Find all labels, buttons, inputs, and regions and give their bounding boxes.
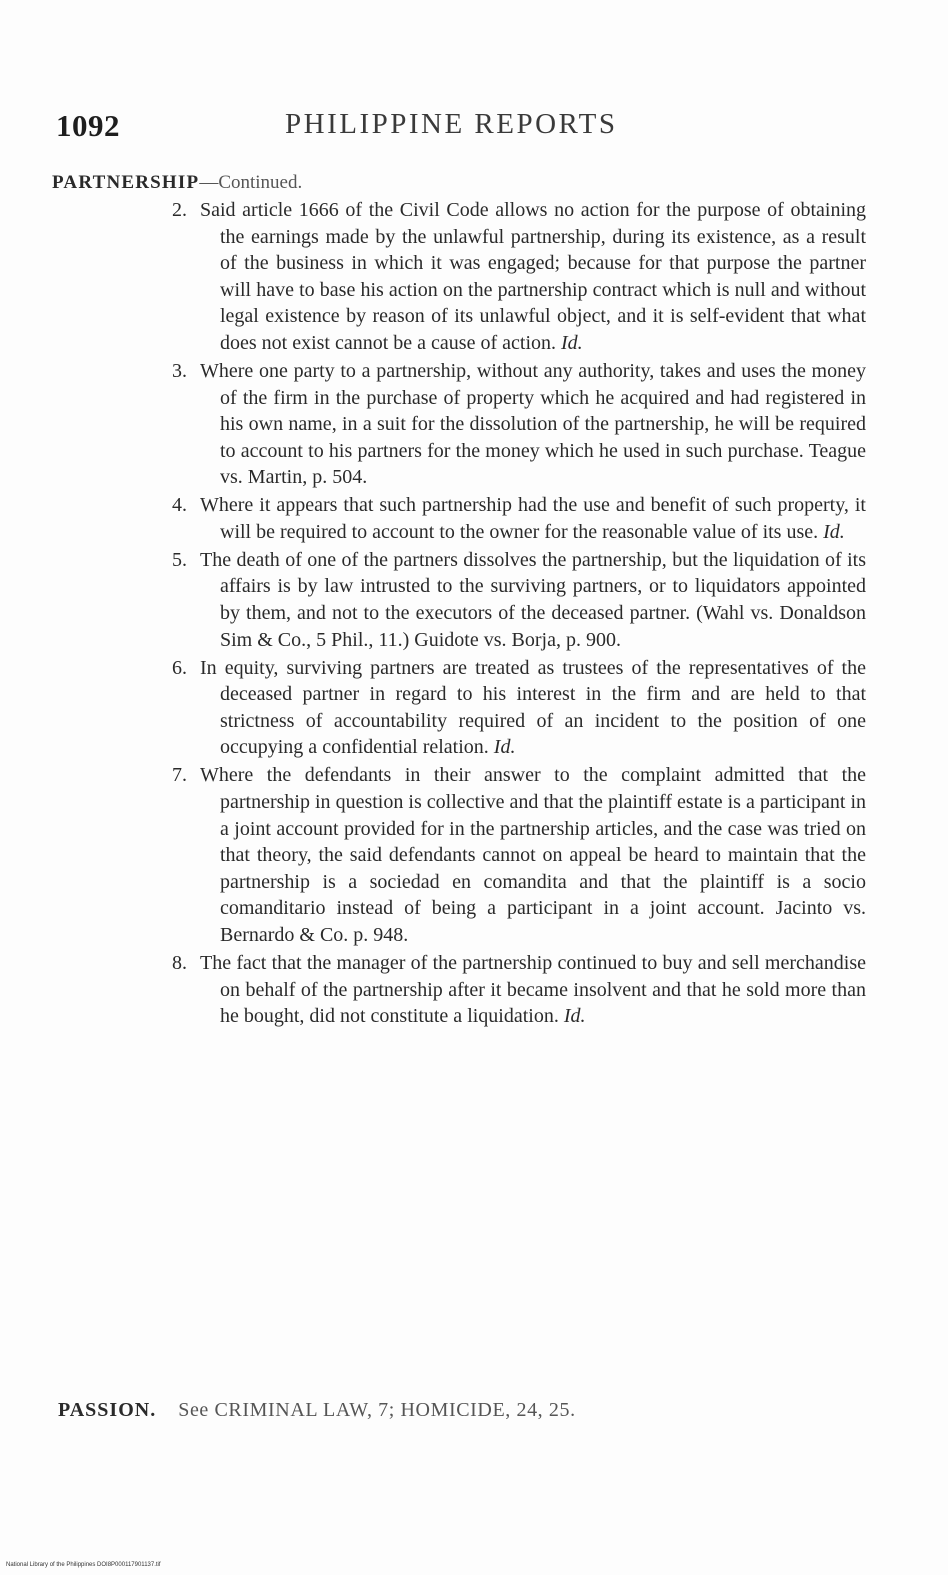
entry-citation: Jacinto vs. Bernardo & Co. p. 948. <box>220 897 867 946</box>
see-also-text: See CRIMINAL LAW, 7; HOMICIDE, 24, 25. <box>178 1399 576 1421</box>
section-heading <box>52 172 302 194</box>
see-also-entry <box>58 1399 576 1422</box>
entry-text: Where one party to a partnership, without any authority, takes and uses the money of the firm in the purchase of property which he acquired and had registered in his own name, in a suit for the dissolution of the partnership, he will be required to account to his partners for the money which he used in such purchase. <box>200 359 866 462</box>
entry-citation: Id. <box>561 331 583 354</box>
entry-number: 6. <box>172 656 187 679</box>
page-number: 1092 <box>56 108 120 143</box>
entry-citation: Teague vs. Martin, p. 504. <box>220 439 867 489</box>
entry-text: Where it appears that such partnership had the use and benefit of such property, it will be required to account to the owner for the reasonable value of its use. <box>200 494 866 543</box>
entry-list <box>172 197 866 1031</box>
entry-number: 2. <box>172 199 187 221</box>
heading-continued: —Continued. <box>199 172 303 193</box>
entry-number: 4. <box>172 494 187 517</box>
scan-footer: National Library of the Philippines DOI8P000117901137.tif <box>6 1562 161 1568</box>
entry-number: 7. <box>172 764 187 787</box>
entry-number: 5. <box>172 548 187 571</box>
entry-citation: Id. <box>493 736 516 759</box>
entry-text: The fact that the manager of the partnership continued to buy and sell merchandise on behalf of the partnership after it became insolvent and that he sold more than he bought, did not constitute a liquidation. <box>200 951 866 1028</box>
entry-text: In equity, surviving partners are treated as trustees of the representatives of the deceased partner in regard to his interest in the firm and are held to that strictness of accountability required of an incident to the position of one occupying a confidential relation. <box>200 656 866 759</box>
entry-item <box>172 547 866 653</box>
entry-item <box>172 492 866 545</box>
see-also-heading: PASSION. <box>58 1399 157 1421</box>
entry-item <box>172 950 866 1030</box>
entry-item <box>172 358 866 491</box>
entry-item <box>172 197 866 357</box>
entry-item <box>172 762 866 948</box>
entry-text: The death of one of the partners dissolves the partnership, but the liquidation of its affairs is by law intrusted to the surviving partners, or to liquidators appointed by them, and not to the executors of the deceased partner. (Wahl vs. Donaldson Sim & Co., 5 Phil., 11.) <box>200 548 866 651</box>
entry-number: 3. <box>172 359 187 382</box>
entry-citation: Guidote vs. Borja, p. 900. <box>414 628 621 651</box>
entry-text: Said article 1666 of the Civil Code allows no action for the purpose of obtaining the earnings made by the unlawful partnership, during its existence, as a result of the business in which it was engaged; because for that purpose the partner will have to base his action on the partnership contract which is null and without legal existence by reason of its unlawful object, and it is self-evident that what does not exist cannot be a cause of action. <box>200 199 866 354</box>
entry-citation: Id. <box>823 520 845 543</box>
running-head: PHILIPPINE REPORTS <box>285 108 618 140</box>
heading-word: PARTNERSHIP <box>52 172 200 193</box>
entry-number: 8. <box>172 951 187 974</box>
entry-citation: Id. <box>563 1005 586 1028</box>
entry-text: Where the defendants in their answer to the complaint admitted that the partnership in question is collective and that the plaintiff estate is a participant in a joint account provided for in the partnership articles, and the case was tried on that theory, the said defendants cannot on appeal be heard to maintain that the partnership is a sociedad en comandita and that the plaintiff is a socio comanditario instead of being a participant in a joint account. <box>200 764 866 920</box>
entry-item <box>172 655 866 761</box>
